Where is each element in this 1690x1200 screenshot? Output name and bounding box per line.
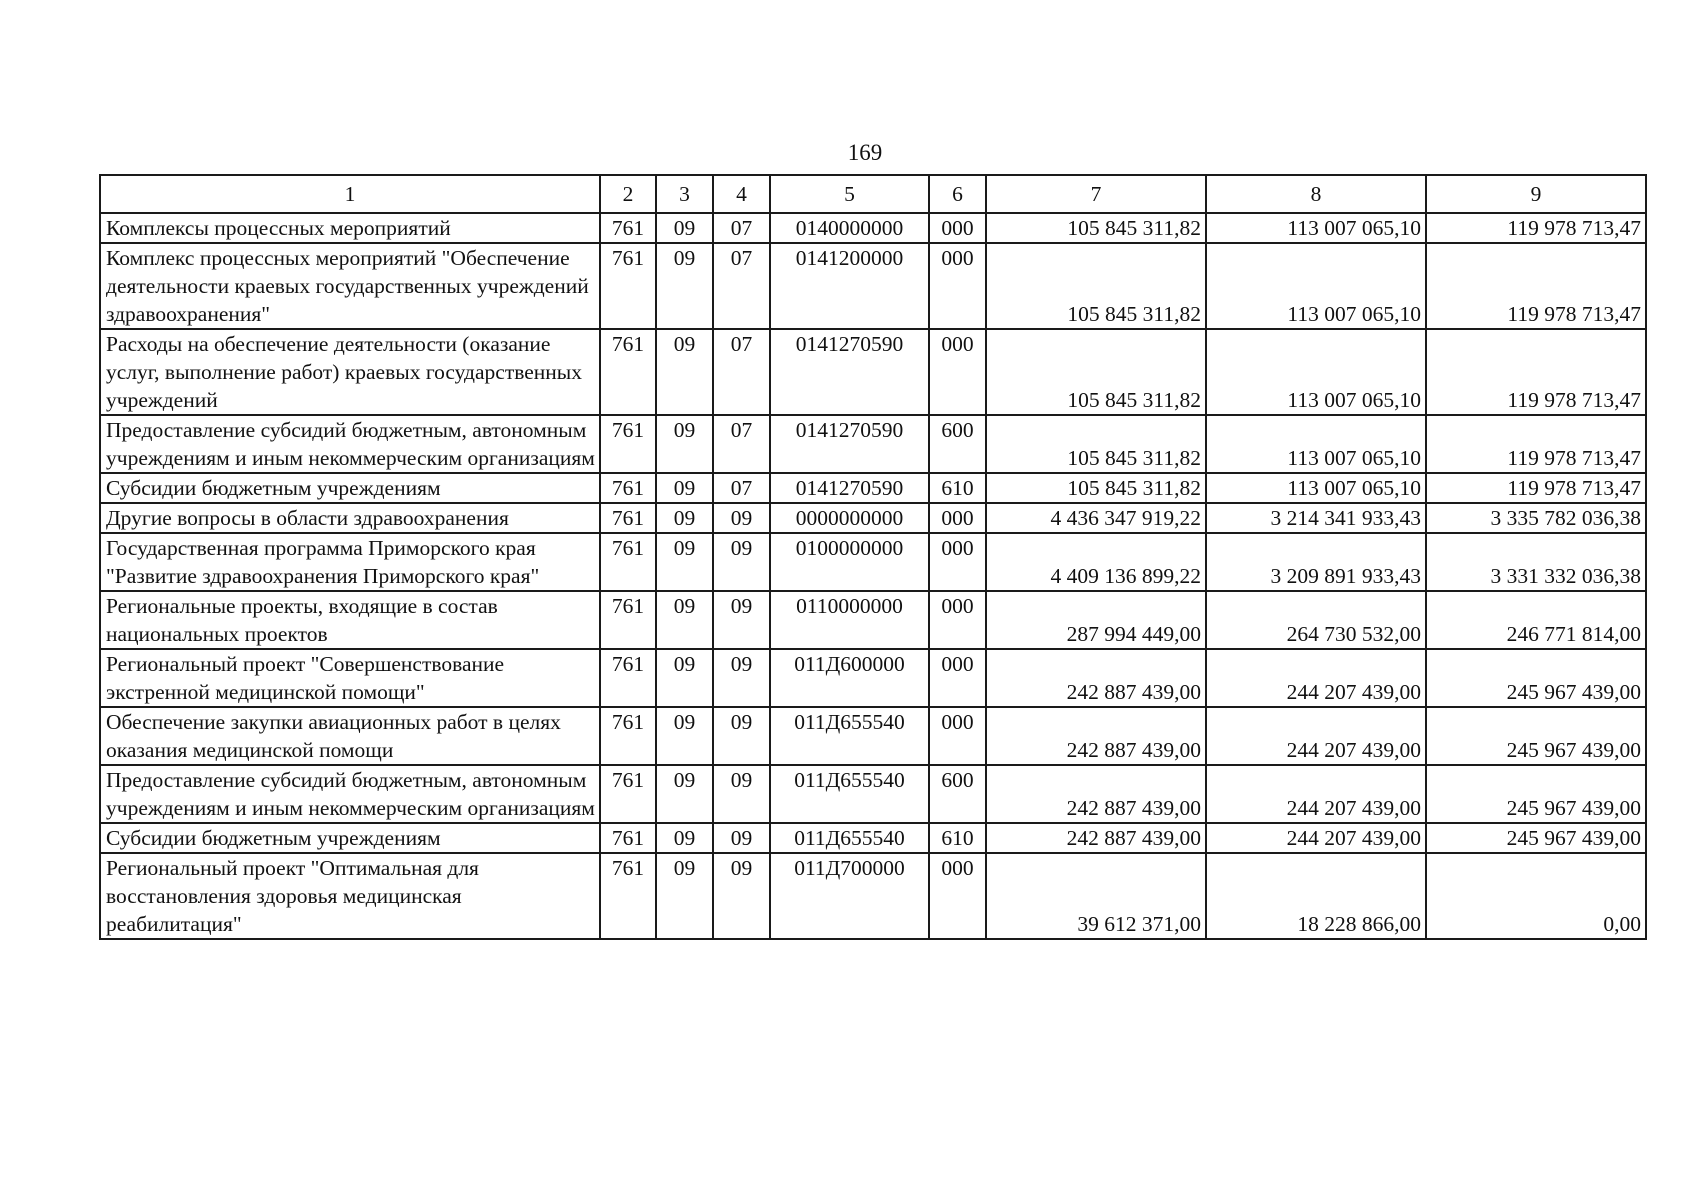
target-article-code: 011Д655540 [770, 765, 929, 823]
amount-year-2: 113 007 065,10 [1206, 473, 1426, 503]
section-code: 09 [656, 853, 713, 939]
budget-table [99, 174, 1647, 940]
target-article-code: 0100000000 [770, 533, 929, 591]
subsection-code: 09 [713, 707, 770, 765]
amount-year-3: 119 978 713,47 [1426, 243, 1646, 329]
row-name: Комплекс процессных мероприятий "Обеспечение деятельности краевых государственных учреждений здравоохранения" [100, 243, 600, 329]
target-article-code: 0141200000 [770, 243, 929, 329]
expense-type-code: 000 [929, 649, 986, 707]
expense-type-code: 000 [929, 591, 986, 649]
column-header: 8 [1206, 175, 1426, 213]
expense-type-code: 000 [929, 243, 986, 329]
section-code: 09 [656, 329, 713, 415]
column-header: 7 [986, 175, 1206, 213]
page-number: 169 [847, 140, 883, 165]
amount-year-3: 119 978 713,47 [1426, 329, 1646, 415]
amount-year-2: 244 207 439,00 [1206, 649, 1426, 707]
column-header: 9 [1426, 175, 1646, 213]
table-header-row [100, 175, 1646, 213]
subsection-code: 07 [713, 243, 770, 329]
target-article-code: 0110000000 [770, 591, 929, 649]
target-article-code: 0140000000 [770, 213, 929, 243]
subsection-code: 09 [713, 533, 770, 591]
target-article-code: 011Д655540 [770, 823, 929, 853]
ministry-code: 761 [600, 473, 656, 503]
expense-type-code: 000 [929, 707, 986, 765]
row-name: Субсидии бюджетным учреждениям [100, 823, 600, 853]
ministry-code: 761 [600, 649, 656, 707]
table-row [100, 503, 1646, 533]
amount-year-1: 242 887 439,00 [986, 707, 1206, 765]
row-name: Комплексы процессных мероприятий [100, 213, 600, 243]
target-article-code: 0000000000 [770, 503, 929, 533]
amount-year-2: 113 007 065,10 [1206, 415, 1426, 473]
column-header: 6 [929, 175, 986, 213]
table-row [100, 823, 1646, 853]
row-name: Расходы на обеспечение деятельности (оказание услуг, выполнение работ) краевых государственных учреждений [100, 329, 600, 415]
subsection-code: 07 [713, 415, 770, 473]
amount-year-3: 3 331 332 036,38 [1426, 533, 1646, 591]
amount-year-1: 105 845 311,82 [986, 243, 1206, 329]
column-header: 4 [713, 175, 770, 213]
subsection-code: 09 [713, 649, 770, 707]
amount-year-1: 105 845 311,82 [986, 415, 1206, 473]
amount-year-2: 113 007 065,10 [1206, 213, 1426, 243]
amount-year-2: 244 207 439,00 [1206, 823, 1426, 853]
target-article-code: 0141270590 [770, 415, 929, 473]
expense-type-code: 610 [929, 473, 986, 503]
column-header: 2 [600, 175, 656, 213]
column-header: 3 [656, 175, 713, 213]
table-row [100, 243, 1646, 329]
table-body [100, 213, 1646, 939]
amount-year-1: 4 409 136 899,22 [986, 533, 1206, 591]
target-article-code: 0141270590 [770, 473, 929, 503]
amount-year-2: 244 207 439,00 [1206, 707, 1426, 765]
amount-year-3: 119 978 713,47 [1426, 213, 1646, 243]
row-name: Региональные проекты, входящие в состав национальных проектов [100, 591, 600, 649]
expense-type-code: 000 [929, 533, 986, 591]
ministry-code: 761 [600, 823, 656, 853]
amount-year-3: 119 978 713,47 [1426, 473, 1646, 503]
section-code: 09 [656, 823, 713, 853]
section-code: 09 [656, 707, 713, 765]
column-header: 1 [100, 175, 600, 213]
amount-year-1: 4 436 347 919,22 [986, 503, 1206, 533]
table-row [100, 213, 1646, 243]
subsection-code: 09 [713, 503, 770, 533]
amount-year-2: 3 209 891 933,43 [1206, 533, 1426, 591]
column-header: 5 [770, 175, 929, 213]
expense-type-code: 000 [929, 853, 986, 939]
target-article-code: 011Д700000 [770, 853, 929, 939]
ministry-code: 761 [600, 243, 656, 329]
table-row [100, 591, 1646, 649]
row-name: Предоставление субсидий бюджетным, автономным учреждениям и иным некоммерческим организациям [100, 415, 600, 473]
ministry-code: 761 [600, 533, 656, 591]
subsection-code: 07 [713, 473, 770, 503]
table-row [100, 533, 1646, 591]
row-name: Региональный проект "Оптимальная для восстановления здоровья медицинская реабилитация" [100, 853, 600, 939]
table-row [100, 649, 1646, 707]
amount-year-1: 242 887 439,00 [986, 823, 1206, 853]
ministry-code: 761 [600, 503, 656, 533]
section-code: 09 [656, 533, 713, 591]
expense-type-code: 600 [929, 415, 986, 473]
target-article-code: 011Д655540 [770, 707, 929, 765]
amount-year-1: 242 887 439,00 [986, 765, 1206, 823]
row-name: Субсидии бюджетным учреждениям [100, 473, 600, 503]
ministry-code: 761 [600, 591, 656, 649]
ministry-code: 761 [600, 853, 656, 939]
subsection-code: 09 [713, 591, 770, 649]
expense-type-code: 000 [929, 329, 986, 415]
section-code: 09 [656, 503, 713, 533]
row-name: Государственная программа Приморского края "Развитие здравоохранения Приморского края" [100, 533, 600, 591]
expense-type-code: 610 [929, 823, 986, 853]
amount-year-2: 18 228 866,00 [1206, 853, 1426, 939]
table-row [100, 765, 1646, 823]
subsection-code: 07 [713, 329, 770, 415]
subsection-code: 09 [713, 823, 770, 853]
expense-type-code: 000 [929, 213, 986, 243]
table-row [100, 473, 1646, 503]
target-article-code: 0141270590 [770, 329, 929, 415]
amount-year-2: 244 207 439,00 [1206, 765, 1426, 823]
section-code: 09 [656, 765, 713, 823]
amount-year-2: 264 730 532,00 [1206, 591, 1426, 649]
amount-year-1: 242 887 439,00 [986, 649, 1206, 707]
amount-year-1: 287 994 449,00 [986, 591, 1206, 649]
subsection-code: 09 [713, 765, 770, 823]
section-code: 09 [656, 473, 713, 503]
amount-year-3: 245 967 439,00 [1426, 707, 1646, 765]
amount-year-3: 246 771 814,00 [1426, 591, 1646, 649]
amount-year-1: 105 845 311,82 [986, 473, 1206, 503]
row-name: Региональный проект "Совершенствование экстренной медицинской помощи" [100, 649, 600, 707]
ministry-code: 761 [600, 213, 656, 243]
amount-year-3: 0,00 [1426, 853, 1646, 939]
amount-year-2: 113 007 065,10 [1206, 243, 1426, 329]
amount-year-3: 3 335 782 036,38 [1426, 503, 1646, 533]
amount-year-2: 113 007 065,10 [1206, 329, 1426, 415]
table-row [100, 707, 1646, 765]
ministry-code: 761 [600, 329, 656, 415]
row-name: Другие вопросы в области здравоохранения [100, 503, 600, 533]
subsection-code: 09 [713, 853, 770, 939]
amount-year-3: 245 967 439,00 [1426, 823, 1646, 853]
amount-year-1: 39 612 371,00 [986, 853, 1206, 939]
amount-year-1: 105 845 311,82 [986, 329, 1206, 415]
table-row [100, 329, 1646, 415]
expense-type-code: 600 [929, 765, 986, 823]
table-row [100, 415, 1646, 473]
row-name: Обеспечение закупки авиационных работ в целях оказания медицинской помощи [100, 707, 600, 765]
ministry-code: 761 [600, 765, 656, 823]
amount-year-3: 119 978 713,47 [1426, 415, 1646, 473]
amount-year-3: 245 967 439,00 [1426, 649, 1646, 707]
section-code: 09 [656, 213, 713, 243]
expense-type-code: 000 [929, 503, 986, 533]
section-code: 09 [656, 243, 713, 329]
target-article-code: 011Д600000 [770, 649, 929, 707]
amount-year-1: 105 845 311,82 [986, 213, 1206, 243]
amount-year-2: 3 214 341 933,43 [1206, 503, 1426, 533]
subsection-code: 07 [713, 213, 770, 243]
section-code: 09 [656, 591, 713, 649]
section-code: 09 [656, 649, 713, 707]
section-code: 09 [656, 415, 713, 473]
table-row [100, 853, 1646, 939]
ministry-code: 761 [600, 707, 656, 765]
ministry-code: 761 [600, 415, 656, 473]
row-name: Предоставление субсидий бюджетным, автономным учреждениям и иным некоммерческим организациям [100, 765, 600, 823]
amount-year-3: 245 967 439,00 [1426, 765, 1646, 823]
